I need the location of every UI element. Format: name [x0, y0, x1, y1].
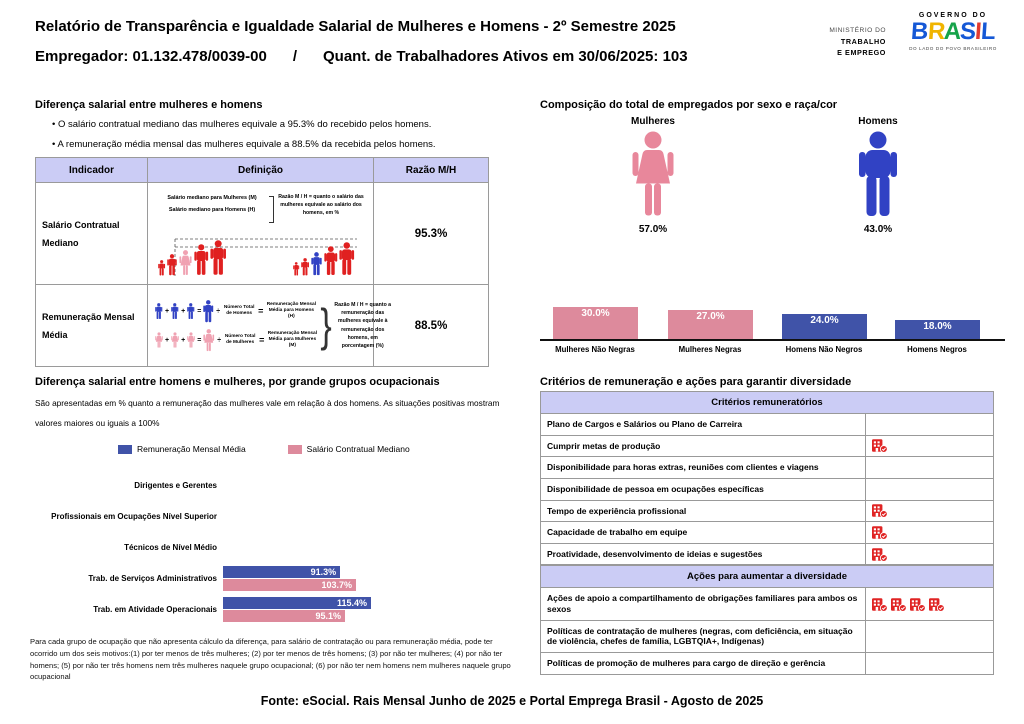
salary-gap-table: [35, 157, 489, 367]
logo-letter: I: [974, 18, 982, 45]
ratio-note: Razão M / H = quanto o salário das mulheres equivale ao salário dos homens, em %: [278, 194, 364, 217]
employer-id: Empregador: 01.132.478/0039-00: [35, 48, 267, 65]
subtitle-separator: /: [292, 48, 297, 65]
plus-sign: +: [165, 307, 170, 315]
governo-do-brasil-logo: [893, 12, 1013, 51]
criteria-label: Tempo de experiência profissional: [541, 501, 866, 522]
criteria-table: [540, 391, 994, 675]
legend-label: Remuneração Mensal Média: [137, 444, 246, 454]
woman-icon: [187, 332, 195, 349]
gov-logo-tagline: DO LADO DO POVO BRASILEIRO: [909, 46, 997, 52]
table-row: [541, 621, 993, 653]
table-row: [541, 501, 993, 523]
bar-value-label: 91.3%: [310, 567, 337, 577]
man-pictogram-icon: [858, 131, 898, 219]
divide-sign: ÷: [217, 336, 222, 344]
brasil-logotype: [893, 19, 1013, 44]
building-check-icon: [890, 597, 907, 612]
man-icon: [203, 300, 214, 323]
indicator-avg-remuneration: Remuneração Mensal Média: [36, 285, 148, 367]
woman-icon: [155, 332, 163, 349]
criteria-marks: [866, 522, 993, 543]
bar-mulheres-nao-negras: [553, 307, 638, 339]
criteria-marks: [866, 501, 993, 522]
composition-race-bar-chart: [540, 300, 1005, 364]
num-women-label: Número Total de Mulheres: [224, 333, 256, 345]
plus-sign: +: [181, 336, 186, 344]
col-header-indicador: Indicador: [36, 158, 148, 183]
chart-row: [35, 501, 515, 532]
category-label: Homens Negros: [907, 345, 967, 354]
table-row: [541, 588, 993, 620]
composition-title: Composição do total de empregados por sexo e raça/cor: [540, 99, 838, 111]
criteria-marks: [866, 457, 993, 478]
criteria-marks: [866, 544, 993, 565]
criteria-label: Políticas de contratação de mulheres (negras, com deficiência, em situação de violência, chefes de família, LGBTQIA+, Indígenas): [541, 621, 866, 652]
ministry-logo: [792, 26, 886, 59]
category-label: Técnicos de Nível Médio: [124, 542, 217, 552]
occupation-gap-footnote: Para cada grupo de ocupação que não apresenta cálculo da diferença, para salário de contratação ou para remuneração média, pode ter ocorrido um dos seis motivos:(1) por ter menos de três mulheres; (2) por ter menos de três homens; (3) por não ter mulheres; (4) por não ter homens; (5) por não ter três homens nem três mulheres naquele grupo ocupacional; (6) por não ter nem homens nem mulheres naquele grupo ocupacional: [30, 637, 511, 682]
man-icon: [155, 303, 163, 320]
male-share-value: 43.0%: [863, 224, 893, 235]
logo-letter: B: [910, 18, 929, 45]
table-header-row: [36, 158, 489, 183]
bar-salario-administrativos: [223, 579, 356, 591]
page-subtitle: [35, 48, 688, 65]
table-row: [36, 285, 489, 367]
table-row: [541, 414, 993, 436]
bar-salario-operacionais: [223, 610, 345, 622]
chart-row: [35, 532, 515, 563]
legend-item-salario: [288, 444, 410, 454]
criteria-marks: [866, 414, 993, 435]
logo-letter: A: [943, 18, 962, 45]
definition-avg-remuneration: [148, 285, 392, 367]
indicator-median-salary: Salário Contratual Mediano: [36, 183, 148, 285]
bar-mulheres-negras: [668, 310, 753, 339]
building-check-icon: [928, 597, 945, 612]
table-row: [541, 544, 993, 566]
salary-gap-title: Diferença salarial entre mulheres e homens: [35, 99, 263, 111]
ministry-line1: MINISTÉRIO DO: [829, 27, 886, 34]
criteria-label: Disponibilidade para horas extras, reuniões com clientes e viagens: [541, 457, 866, 478]
building-check-icon: [871, 525, 888, 540]
equals-sign: =: [197, 307, 202, 315]
woman-icon: [171, 332, 179, 349]
num-men-label: Número Total de Homens: [223, 304, 255, 316]
active-workers-count: Quant. de Trabalhadores Ativos em 30/06/2025: 103: [322, 48, 688, 65]
criteria-label: Plano de Cargos e Salários ou Plano de Carreira: [541, 414, 866, 435]
bar-value-label: 30.0%: [581, 308, 610, 320]
category-label: Mulheres Não Negras: [555, 345, 635, 354]
logo-letter: S: [959, 18, 977, 45]
logo-letter: L: [980, 18, 996, 45]
divide-sign: ÷: [216, 307, 221, 315]
bar-homens-negros: [895, 320, 980, 339]
criteria-marks: [866, 436, 993, 457]
bar-value-label: 24.0%: [810, 314, 839, 326]
ministry-line2: TRABALHO: [840, 37, 886, 47]
category-label: Trab. em Atividade Operacionais: [93, 604, 217, 614]
criteria-section2-header: Ações para aumentar a diversidade: [541, 565, 993, 588]
gov-logo-top-text: GOVERNO DO: [918, 12, 988, 19]
criteria-label: Disponibilidade de pessoa em ocupações específicas: [541, 479, 866, 500]
criteria-marks: [866, 479, 993, 500]
criteria-label: Ações de apoio a compartilhamento de obrigações familiares para ambos os sexos: [541, 588, 866, 619]
building-check-icon: [871, 503, 888, 518]
plus-sign: +: [181, 307, 186, 315]
equals-sign: =: [259, 335, 265, 345]
source-footer: Fonte: eSocial. Rais Mensal Junho de 2025 e Portal Emprega Brasil - Agosto de 2025: [260, 694, 764, 708]
criteria-marks: [866, 621, 993, 652]
occupation-gap-bar-chart: [35, 470, 515, 625]
blue-legend-swatch: [118, 445, 132, 454]
building-check-icon: [871, 547, 888, 562]
category-label: Homens Não Negros: [785, 345, 863, 354]
equals-sign: =: [258, 306, 264, 316]
col-header-razao: Razão M/H: [374, 158, 489, 183]
building-check-icon: [871, 597, 888, 612]
bar-value-label: 103.7%: [321, 580, 353, 590]
table-row: [541, 522, 993, 544]
table-row: [36, 183, 489, 285]
male-label: Homens: [858, 116, 898, 127]
building-check-icon: [871, 438, 888, 453]
salary-gap-bullet-2: • A remuneração média mensal das mulheres equivale a 88.5% da recebida pelos homens.: [52, 139, 436, 150]
criteria-label: Capacidade de trabalho em equipe: [541, 522, 866, 543]
brace-shape: }: [320, 299, 332, 352]
bracket-shape: [269, 196, 274, 223]
bar-value-label: 27.0%: [696, 311, 725, 323]
chart-baseline: [540, 339, 1005, 341]
people-comparison-diagram: [155, 227, 367, 279]
legend-item-remuneracao: [118, 444, 246, 454]
occupation-gap-subtitle: São apresentadas em % quanto a remuneração das mulheres vale em relação à dos homens. As situações positivas mostram valores maiores ou iguais a 100%: [35, 398, 500, 428]
ratio-avg-remuneration: 88.5%: [374, 285, 489, 367]
ministry-line3: E EMPREGO: [837, 48, 886, 58]
bar-homens-nao-negros: [782, 314, 867, 339]
women-average-formula: [155, 329, 318, 352]
median-men-label: Salário mediano para Homens (H): [168, 206, 256, 213]
criteria-label: Cumprir metas de produção: [541, 436, 866, 457]
avg-men-label: Remuneração Mensal Média para Homens (H): [266, 301, 317, 320]
median-women-label: Salário mediano para Mulheres (M): [167, 195, 257, 201]
chart-legend: [118, 444, 410, 454]
col-header-definicao: Definição: [148, 158, 374, 183]
chart-row: [35, 470, 515, 501]
female-label: Mulheres: [631, 116, 675, 127]
pink-legend-swatch: [288, 445, 302, 454]
bar-value-label: 18.0%: [923, 320, 952, 332]
ratio-median-salary: 95.3%: [374, 183, 489, 285]
table-row: [541, 479, 993, 501]
category-label: Mulheres Negras: [678, 345, 742, 354]
bar-remuneracao-administrativos: [223, 566, 340, 578]
table-row: [541, 457, 993, 479]
criteria-section1-header: Critérios remuneratórios: [541, 392, 993, 414]
woman-pictogram-icon: [631, 131, 675, 219]
table-row: [541, 436, 993, 458]
man-icon: [171, 303, 179, 320]
chart-row: [35, 563, 515, 594]
bar-value-label: 95.1%: [315, 611, 341, 621]
men-average-formula: [155, 300, 318, 323]
definition-median-salary: [148, 183, 374, 285]
chart-row: [35, 594, 515, 625]
occupation-gap-title: Diferença salarial entre homens e mulheres, por grande grupos ocupacionais: [35, 376, 440, 388]
man-icon: [187, 303, 195, 320]
woman-icon: [203, 329, 215, 352]
criteria-marks: [866, 588, 993, 619]
criteria-marks: [866, 653, 993, 674]
category-label: Profissionais em Ocupações Nível Superior: [51, 511, 217, 521]
criteria-label: Políticas de promoção de mulheres para cargo de direção e gerência: [541, 653, 866, 674]
salary-gap-bullet-1: • O salário contratual mediano das mulheres equivale a 95.3% do recebido pelos homens.: [52, 119, 431, 130]
criteria-label: Proatividade, desenvolvimento de ideias e sugestões: [541, 544, 866, 565]
page-title: Relatório de Transparência e Igualdade Salarial de Mulheres e Homens - 2º Semestre 2025: [35, 18, 676, 35]
avg-women-label: Remuneração Mensal Média para Mulheres (M): [267, 330, 318, 349]
bar-remuneracao-operacionais: [223, 597, 371, 609]
female-share-value: 57.0%: [638, 224, 668, 235]
plus-sign: +: [165, 336, 170, 344]
category-label: Trab. de Serviços Administrativos: [88, 573, 217, 583]
building-check-icon: [909, 597, 926, 612]
bar-value-label: 115.4%: [337, 598, 368, 608]
table-row: [541, 653, 993, 674]
equals-sign: =: [197, 336, 202, 344]
legend-label: Salário Contratual Mediano: [306, 444, 410, 454]
ratio-note: Razão M / H = quanto a remuneração das mulheres equivale à remuneração dos homens, em porcentagem (%): [334, 302, 392, 349]
logo-letter: R: [926, 18, 945, 45]
criteria-title: Critérios de remuneração e ações para garantir diversidade: [540, 376, 852, 388]
category-label: Dirigentes e Gerentes: [134, 480, 217, 490]
